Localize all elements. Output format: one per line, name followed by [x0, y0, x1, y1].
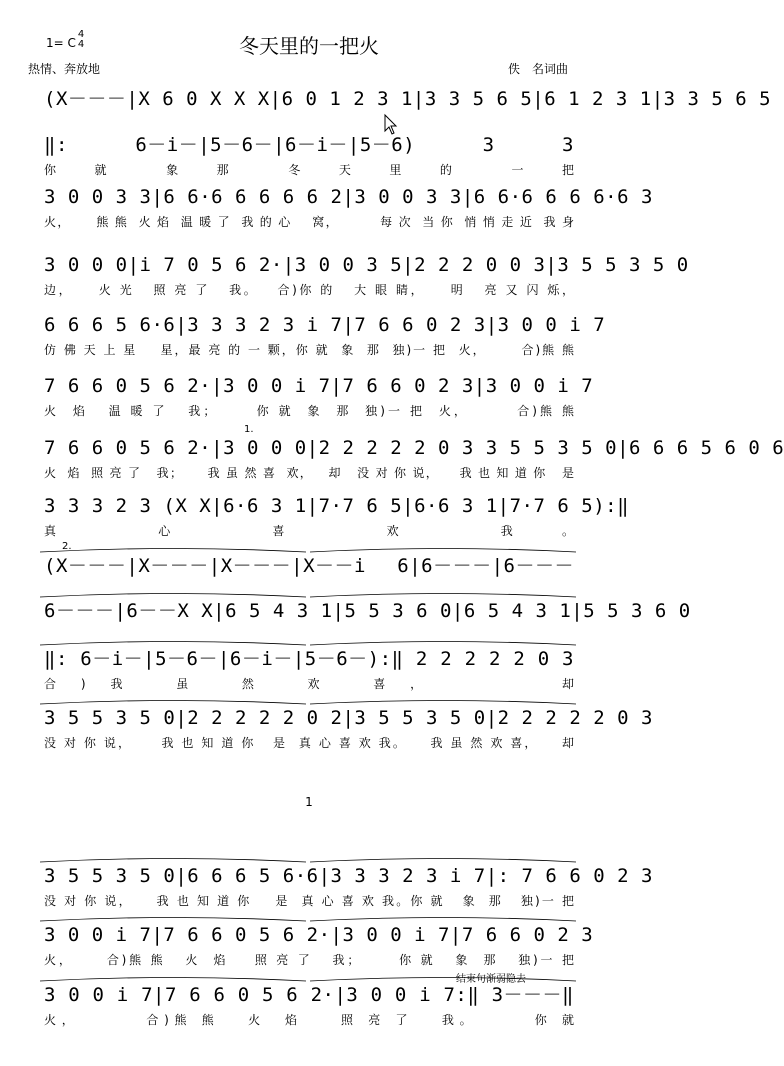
lyric-line: 火 焰 温 暖 了 我； 你 就 象 那 独)一 把 火， 合)熊 熊	[44, 404, 574, 418]
notation-line: 7 6 6 0 5 6 2·|3 0 0 0|2 2 2 2 2 0 3 3 5 5 3 5 0|6 6 6 5 6 0 6	[44, 437, 784, 459]
lyric-line: 火， 合)熊 熊 火 焰 照 亮 了 我。 你 就	[44, 1013, 574, 1027]
slur-mark	[38, 124, 578, 132]
lyric-line: 真 心 喜 欢 我。	[44, 524, 574, 538]
lyric-line: 边， 火 光 照 亮 了 我。 合)你 的 大 眼 睛， 明 亮 又 闪 烁，	[44, 283, 574, 297]
notation-line: 3 0 0 i 7|7 6 6 0 5 6 2·|3 0 0 i 7|7 6 6 0 2 3	[44, 924, 594, 946]
song-title: 冬天里的一把火	[239, 34, 379, 58]
lyric-line: 火， 合)熊 熊 火 焰 照 亮 了 我； 你 就 象 那 独)一 把	[44, 953, 574, 967]
slur-mark	[38, 244, 578, 252]
credit-line: 佚 名词曲	[508, 62, 569, 76]
notation-line: 6 6 6 5 6·6|3 3 3 2 3 i 7|7 6 6 0 2 3|3 0 0 i 7	[44, 314, 606, 336]
notation-line: 3 0 0 3 3|6 6·6 6 6 6 6 2|3 0 0 3 3|6 6·6 6 6 6·6 3	[44, 186, 653, 208]
notation-line: 3 3 3 2 3 (X X|6·6 3 1|7·7 6 5|6·6 3 1|7·7 6 5):‖	[44, 495, 630, 517]
notation-line: 3 5 5 3 5 0|6 6 6 5 6·6|3 3 3 2 3 i 7|: 7 6 6 0 2 3	[44, 865, 653, 887]
slur-mark	[38, 545, 578, 553]
volta-2-label: 2.	[62, 541, 72, 552]
slur-mark	[38, 365, 578, 373]
lyric-line: 仿 佛 天 上 星 星，最 亮 的 一 颗，你 就 象 那 独)一 把 火， 合)熊 熊	[44, 343, 574, 357]
key-signature: 1= C	[46, 36, 76, 50]
notation-line: (X－－－|X－－－|X－－－|X－－i 6|6－－－|6－－－	[44, 555, 574, 577]
meter-bottom: 4	[77, 39, 85, 50]
slur-mark	[38, 304, 578, 312]
slur-mark	[38, 855, 578, 863]
page-number: 1	[305, 795, 313, 809]
ending-note: 结束句渐弱隐去	[456, 974, 526, 985]
slur-mark	[38, 638, 578, 646]
lyric-line: 合)我 虽 然 欢 喜， 却	[44, 677, 574, 691]
slur-mark	[38, 590, 578, 598]
notation-line: 3 0 0 0|i 7 0 5 6 2·|3 0 0 3 5|2 2 2 0 0 3|3 5 5 3 5 0	[44, 254, 689, 276]
slur-mark	[38, 427, 578, 435]
mouse-cursor-icon	[384, 114, 398, 136]
lyric-line: 你 就 象 那 冬 天 里 的 一 把	[44, 163, 574, 177]
slur-mark	[38, 697, 578, 705]
notation-line: ‖: 6－i－|5－6－|6－i－|5－6－):‖ 2 2 2 2 2 0 3	[44, 648, 574, 670]
lyric-line: 火 焰 照 亮 了 我； 我 虽 然 喜 欢， 却 没 对 你 说， 我 也 知 道 你 是	[44, 466, 574, 480]
meter-top: 4	[77, 29, 85, 40]
slur-mark	[38, 914, 578, 922]
tempo-marking: 热情、奔放地	[28, 62, 101, 76]
notation-line: 3 5 5 3 5 0|2 2 2 2 2 0 2|3 5 5 3 5 0|2 2 2 2 2 0 3	[44, 707, 653, 729]
notation-line: (X－－－|X 6 0 X X X|6 0 1 2 3 1|3 3 5 6 5|6 1 2 3 1|3 3 5 6 5	[44, 88, 772, 110]
slur-mark	[38, 485, 578, 493]
volta-1-label: 1.	[244, 424, 254, 435]
lyric-line: 火， 熊 熊 火 焰 温 暖 了 我 的 心 窝， 每 次 当 你 悄 悄 走 近 我 身	[44, 215, 574, 229]
notation-line: 7 6 6 0 5 6 2·|3 0 0 i 7|7 6 6 0 2 3|3 0 0 i 7	[44, 375, 594, 397]
lyric-line: 没 对 你 说， 我 也 知 道 你 是 真 心 喜 欢 我。你 就 象 那 独)一 把	[44, 894, 574, 908]
lyric-line: 没 对 你 说， 我 也 知 道 你 是 真 心 喜 欢 我。 我 虽 然 欢 喜， 却	[44, 736, 574, 750]
notation-line: 3 0 0 i 7|7 6 6 0 5 6 2·|3 0 0 i 7:‖ 3－－－‖	[44, 984, 574, 1006]
slur-mark	[38, 176, 578, 184]
notation-line: 6－－－|6－－X X|6 5 4 3 1|5 5 3 6 0|6 5 4 3 1|5 5 3 6 0	[44, 600, 691, 622]
slur-mark	[38, 78, 578, 86]
notation-line: ‖: 6－i－|5－6－|6－i－|5－6) 3 3	[44, 134, 574, 156]
